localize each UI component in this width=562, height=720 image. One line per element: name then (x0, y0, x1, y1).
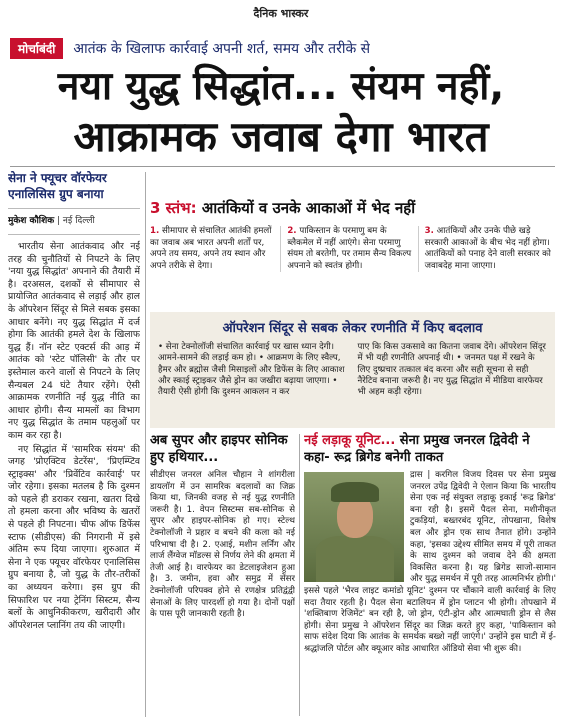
masthead (0, 2, 562, 18)
byline (8, 208, 140, 226)
lessons-col-1: • सेना टेक्नोलॉजी संचालित कार्रवाई पर खास ध्यान देगी। आमने-सामने की लड़ाई कम हो। • आक्रमण के लिए स्वैल्प, हैमर और ब्रह्मोस जैसी मिसाइलों और डिफेंस के लिए आकाश और स्काई स्ट्राइकर जैसे ड्रोन का जखीरा बढ़ाया जाएगा। • तैयारी ऐसी होगी कि दुश्मन आकलन न कर (158, 342, 345, 398)
pillar-item (150, 226, 281, 272)
photo-cap (331, 482, 379, 502)
pillars-title (150, 198, 555, 218)
lessons-box (150, 312, 555, 428)
pillar-number: 3. (424, 226, 434, 236)
byline-city: | नई दिल्ली (57, 216, 95, 226)
left-paragraph-2: नए सिद्धांत में 'सामरिक संयम' की जगह 'प्रोएक्टिव डेटरेंस', 'प्रिएम्प्टिव स्ट्राइक्स' और 'प्रिवेंटिव कार्रवाई' पर जोर रहेगा। इसका मतलब है कि दुश्मन को पहले ही डराकर रखना, खतरा दिखे तो हमला करना और भविष्य के खतरों से पहले ही निपटना। चीफ ऑफ डिफेंस स्टाफ (सीडीएस) की निगरानी में इसे अंतिम रूप दिया जाएगा। शुरुआत में सेना ने एक फ्यूचर वॉरफेयर एनालिसिस ग्रुप बनाया है, जो युद्ध के तौर-तरीकों का अध्ययन करेगा। इस ग्रुप की सिफारिश पर नया ट्रेनिंग सिस्टम, सैन्य बलों के आधुनिकीकरण, खरीदारी और ऑपरेशनल प्लानिंग तय की जाएगी। (8, 443, 140, 631)
unit-article (304, 432, 556, 717)
left-column (8, 170, 140, 715)
byline-name: मुकेश कौशिक (8, 216, 55, 226)
pillar-number: 2. (287, 226, 297, 236)
unit-body-wrap (304, 470, 556, 656)
pillar-text: सीमापार से संचालित आतंकी हमलों का जवाब अब भारत अपनी शर्तों पर, अपने तय समय, अपने तय स्थान और अपने तरीके से देगा। (150, 226, 272, 271)
left-paragraph-1: भारतीय सेना आतंकवाद और नई तरह की चुनौतियों से निपटने के लिए 'नया युद्ध सिद्धांत' अपनाने की तैयारी में है। दरअसल, दशकों से सीमापार से प्रायोजित आतंकवाद से लड़ाई और हाल के ऑपरेशन सिंदूर से मिले सबक इसका आधार बनेंगे। नए युद्ध सिद्धांत में दर्ज होगा कि आतंकी हमले देश के खिलाफ युद्ध हैं। नॉन स्टेट एक्टर्स की आड़ में आतंक को 'स्टेट पॉलिसी' के तौर पर इस्तेमाल करने वालों से निपटने के लिए सैन्यबल 24 घंटे तैयार रहेंगे। ऐसी आक्रामक रणनीति नई युद्ध नीति का आधार होगी। सैन्य मामलों का विभाग नए युद्ध सिद्धांत के तमाम पहलुओं पर काम कर रहा है। (8, 241, 140, 441)
left-heading: सेना ने फ्यूचर वॉरफेयर एनालिसिस ग्रुप बनाया (8, 171, 107, 201)
pillars-title-text: आतंकियों व उनके आकाओं में भेद नहीं (201, 199, 416, 217)
supersonic-headline: अब सुपर और हाइपर सोनिक हुए हथियार... (150, 433, 288, 465)
lessons-col-2: पाए कि किस उकसावे का कितना जवाब देंगे। ऑपरेशन सिंदूर में भी यही रणनीति अपनाई थी। • जनमत पक्ष में रखने के लिए दुष्प्रचार तत्काल बंद करना और सही सूचना से सही नैरेटिव बनाना जरूरी है। नए युद्ध सिद्धांत में मीडिया वारफेयर भी अहम कड़ी रहेगा। (357, 342, 546, 398)
left-body (8, 234, 140, 632)
supersonic-body: सीडीएस जनरल अनिल चौहान ने शांगरीला डायलॉग में उन सामरिक बदलावों का जिक्र किया था, जिनकी वजह से नई युद्ध रणनीति जरूरी है। 1. वेपन सिस्टम्स सब-सोनिक से सुपर और हाइपर-सोनिक हो गए। स्टेल्थ टेक्नोलॉजी ने प्रहार व बचने की कला को नई परिभाषा दी है। 2. एआई, मशीन लर्निंग और लार्ज लैंग्वेज मॉडल्स से निर्णय लेने की क्षमता में तेजी आई है। वारफेयर का डेटलाइजेशन हुआ है। 3. जमीन, हवा और समुद्र में सेंसर टेक्नोलॉजी परिपक्व होने से रणक्षेत्र प्रतिद्वंद्वी सेनाओं के लिए पारदर्शी हो गया है। दोनों पक्षों के पास पूरी जानकारी रहती है। (150, 470, 295, 620)
supersonic-article (150, 432, 295, 717)
army-chief-photo (304, 472, 404, 582)
pillar-item (287, 226, 418, 272)
pillars-title-num: 3 स्तंभ: (150, 199, 197, 217)
pillar-text: आतंकियों और उनके पीछे खड़े सरकारी आकाओं के बीच भेद नहीं होगा। आतंकियों को पनाह देने वाली सरकार को जवाबदेह माना जाएगा। (424, 226, 551, 271)
kicker-tag: मोर्चाबंदी (10, 38, 63, 59)
column-divider (299, 434, 300, 716)
headline-line-1: नया युद्ध सिद्धांत... संयम नहीं, (57, 64, 505, 109)
column-divider (145, 172, 146, 717)
pillar-item (425, 226, 555, 272)
pillar-text: पाकिस्तान के परमाणु बम के ब्लैकमेल में नहीं आएंगे। सेना परमाणु संयम तो बरतेगी, पर तमाम सैन्य विकल्प अपनाने को स्वतंत्र होगी। (287, 226, 412, 271)
pillar-row (150, 226, 555, 272)
unit-headline-lead: नई लड़ाकू यूनिट... (304, 433, 396, 448)
unit-headline (304, 432, 556, 466)
unit-body: द्रास | करगिल विजय दिवस पर सेना प्रमुख जनरल उपेंद्र द्विवेदी ने ऐलान किया कि भारतीय सेना एक नई संयुक्त लड़ाकू इकाई 'रूद्र ब्रिगेड' बना रही है। इसमें पैदल सेना, मशीनीकृत टुकड़ियां, बख्तरबंद यूनिट, तोपखाना, विशेष बल और ड्रोन एक साथ तैनात होंगे। उन्होंने कहा, 'इसका उद्देश्य सीमित समय में पूरी ताकत के साथ दुश्मन को जवाब देने की क्षमता विकसित करना है। यह ब्रिगेड साजो-सामान और युद्ध समर्थन में पूरी तरह आत्मनिर्भर होगी।' इससे पहले 'भैरव लाइट कमांडो यूनिट' दुश्मन पर चौंकाने वाली कार्रवाई के लिए सदा तैयार रहती है। पैदल सेना बटालियन में ड्रोन प्लाटन भी होगी। तोपखाने में 'शक्तिबाण रेजिमेंट' बन रही है, जो ड्रोन, एंटी-ड्रोन और आत्मघाती ड्रोन से लैस होगी। सेना प्रमुख ने ऑपरेशन सिंदूर का जिक्र करते हुए कहा, 'पाकिस्तान को साफ संदेश दिया कि आतंक के समर्थक बख्शे नहीं जाएंगे।' उन्होंने इस घाटी में ई-श्रद्धांजलि पोर्टल और क्यूआर कोड आधारित ऑडियो सेवा भी शुरू की। (304, 470, 556, 654)
kicker-text: आतंक के खिलाफ कार्रवाई अपनी शर्त, समय और तरीके से (73, 40, 371, 57)
pillars-box (150, 198, 555, 272)
masthead-logo: दैनिक भास्कर (253, 7, 309, 20)
unit-headline-rest: सेना प्रमुख जनरल द्विवेदी ने कहा- रूद्र ब्रिगेड बनेगी ताकत (304, 433, 530, 465)
pillar-number: 1. (150, 226, 160, 236)
lessons-title: ऑपरेशन सिंदूर से सबक लेकर रणनीति में किए बदलाव (222, 321, 483, 336)
headline-line-2: आक्रामक जवाब देगा भारत (73, 112, 489, 161)
kicker (10, 36, 555, 60)
divider (10, 166, 555, 167)
photo-uniform (316, 536, 394, 582)
lessons-columns (158, 342, 547, 398)
